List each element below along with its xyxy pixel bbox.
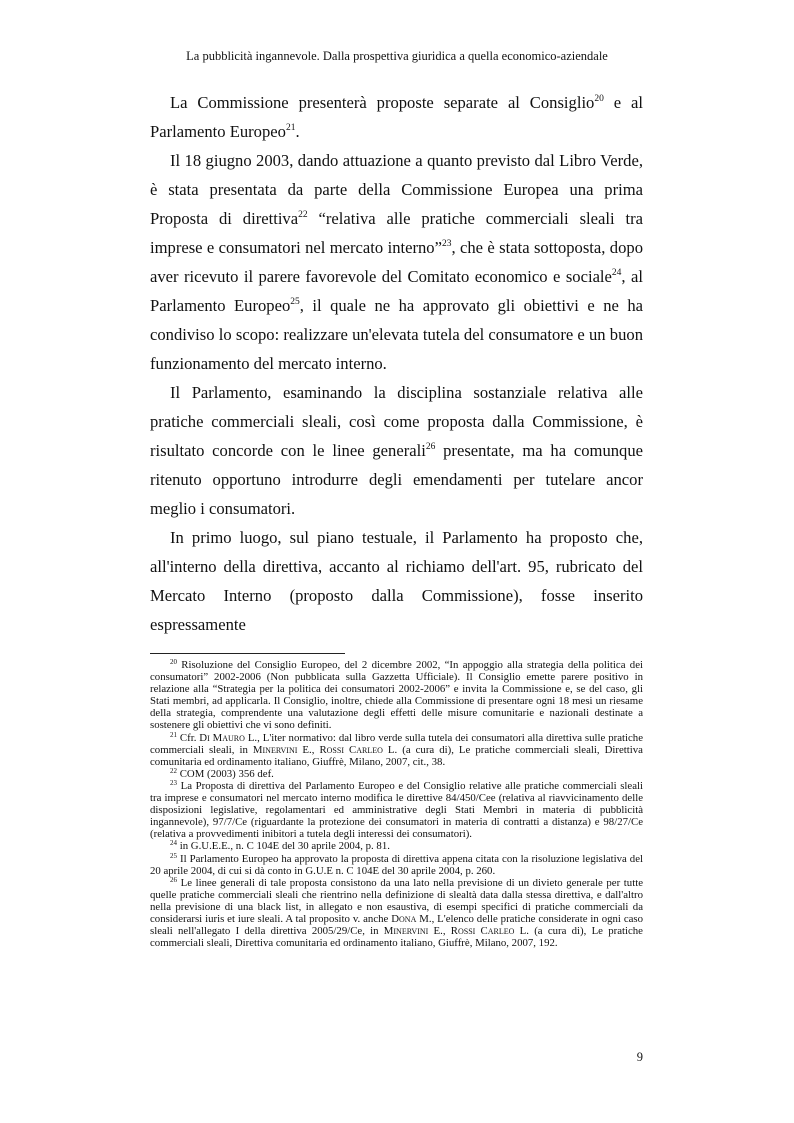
text: , al Parlamento Europeo: [150, 267, 644, 315]
footnote-number: 25: [170, 851, 177, 860]
paragraph-3: [150, 378, 643, 523]
footnote-text: , L'elenco delle pratiche considerate in ogni caso sleali nell'allegato I della direttiva 2005/29/Ce, in: [150, 912, 644, 938]
text: presentate, ma ha comunque ritenuto opportuno introdurre degli emendamenti per tutelare ancor meglio i consumatori.: [150, 441, 643, 518]
footnote-22: [150, 768, 643, 780]
text: Il Parlamento, esaminando la disciplina sostanziale relativa alle pratiche commerciali sleali, così come proposta dalla Commissione, è risultato concorde con le linee generali: [150, 383, 643, 460]
footnote-text: ,: [311, 743, 320, 756]
footnote-21: [150, 732, 643, 768]
footnote-ref-21[interactable]: 21: [285, 123, 296, 133]
footnote-number: 23: [170, 778, 177, 787]
footnote-text: COM (2003) 356 def.: [177, 767, 274, 780]
author-name: Rossi Carleo L.: [450, 925, 529, 938]
page-number: 9: [636, 1050, 643, 1064]
footnote-ref-23[interactable]: 23: [441, 239, 452, 249]
footnote-text: in G.U.E.E., n. C 104E del 30 aprile 2004, p. 81.: [177, 840, 390, 853]
footnote-23: [150, 780, 643, 840]
text: Il 18 giugno 2003, dando attuazione a quanto previsto dal Libro Verde, è stata presentata da parte della Commissione Europea una prima Proposta di direttiva: [150, 151, 643, 228]
text: .: [295, 122, 300, 141]
footnote-25: [150, 853, 643, 877]
footnote-separator: [150, 653, 345, 654]
footnote-number: 20: [170, 658, 177, 666]
footnotes: [150, 659, 643, 949]
author-name: Dona M.: [391, 912, 432, 925]
footnote-24: [150, 840, 643, 852]
text: La Commissione presenterà proposte separate al Consiglio: [170, 93, 595, 112]
text: e al Parlamento Europeo: [150, 93, 643, 141]
text: , il quale ne ha approvato gli obiettivi e ne ha condiviso lo scopo: realizzare un'elevata tutela del consumatore e un buon funzionamento del mercato interno.: [150, 296, 643, 373]
body-text: [150, 88, 643, 639]
footnote-ref-25[interactable]: 25: [290, 297, 300, 307]
footnote-ref-24[interactable]: 24: [611, 268, 622, 278]
footnote-text: Le linee generali di tale proposta consistono da una lato nella previsione di un divieto generale per tutte quelle pratiche commerciali sleali che rientrino nella definizione di slealtà data dalla stessa direttiva, e dall'altro nella previsione di una black list, in allegato e non esaustiva, di esempi specifici di pratiche commerciali da considerarsi iuris et iure sleali. A tal proposito v. anche: [150, 876, 643, 925]
footnote-ref-20[interactable]: 20: [594, 94, 604, 104]
text: “relativa alle pratiche commerciali sleali tra imprese e consumatori nel mercato interno”: [150, 209, 643, 257]
footnote-number: 24: [170, 839, 177, 848]
author-name: Minervini E.: [252, 743, 312, 756]
footnote-text: (a cura di), Le pratiche commerciali sleali, Direttiva comunitaria ed ordinamento italiano, Giuffrè, Milano, 2007, 192.: [150, 925, 643, 950]
paragraph-2: [150, 146, 643, 378]
running-header: La pubblicità ingannevole. Dalla prospettiva giuridica a quella economico-aziendale: [186, 49, 608, 63]
author-name: Di Mauro L.: [199, 731, 258, 744]
author-name: Minervini E.: [383, 925, 443, 938]
footnote-text: , L'iter normativo: dal libro verde sulla tutela dei consumatori alla direttiva sulle pratiche commerciali sleali, in: [150, 731, 643, 756]
footnote-number: 22: [170, 766, 177, 775]
footnote-text: (a cura di), Le pratiche commerciali sleali, Direttiva comunitaria ed ordinamento italiano, Giuffrè, Milano, 2007, cit., 38.: [150, 743, 643, 768]
footnote-text: Cfr.: [177, 731, 200, 744]
paragraph-4: In primo luogo, sul piano testuale, il Parlamento ha proposto che, all'interno della direttiva, accanto al richiamo dell'art. 95, rubricato del Mercato Interno (proposto dalla Commissione), fosse inserito espressamente: [150, 528, 643, 634]
footnote-text: Risoluzione del Consiglio Europeo, del 2 dicembre 2002, “In appoggio alla strategia della politica dei consumatori” 2002-2006 (Non pubblicata sulla Gazzetta Ufficiale). Il Consiglio emette parere positivo in relazione alla “Strategia per la politica dei consumatori 2002-2006” e invita la Commissione e, se del caso, gli Stati membri, ad applicarla. Il Consiglio, inoltre, chiede alla Commissione di presentare ogni 18 mesi un riesame della strategia, comprendente una valutazione degli effetti delle misure comunitarie e nazionali destinate a sostenere gli obiettivi che vi sono definiti.: [150, 659, 643, 732]
footnote-text: La Proposta di direttiva del Parlamento Europeo e del Consiglio relative alle pratiche commerciali sleali tra imprese e consumatori nel mercato interno modifica le direttive 84/450/Cee (relativa al riavvicinamento delle disposizioni legislative, regolamentari ed amministrative degli Stati Membri in materia di pubblicità ingannevole), 97/7/Ce (riguardante la protezione dei consumatori in materia di contratti a distanza) e 98/27/Ce (relativa a provvedimenti inibitori a tutela degli interessi dei consumatori).: [150, 779, 643, 841]
footnote-ref-22[interactable]: 22: [298, 210, 308, 220]
footnote-ref-26[interactable]: 26: [425, 442, 436, 452]
footnote-text: ,: [442, 925, 451, 938]
text: , che è stata sottoposta, dopo aver ricevuto il parere favorevole del Comitato economico e sociale: [150, 238, 643, 286]
footnote-20: [150, 659, 643, 732]
author-name: Rossi Carleo L.: [319, 743, 398, 756]
paragraph-1: [150, 88, 643, 146]
footnote-text: Il Parlamento Europeo ha approvato la proposta di direttiva appena citata con la risoluzione legislativa del 20 aprile 2004, di cui si dà conto in G.U.E n. C 104E del 30 aprile 2004, p. 260.: [150, 852, 643, 877]
footnote-26: [150, 877, 643, 950]
footnote-number: 26: [170, 875, 177, 884]
footnote-number: 21: [170, 730, 177, 739]
